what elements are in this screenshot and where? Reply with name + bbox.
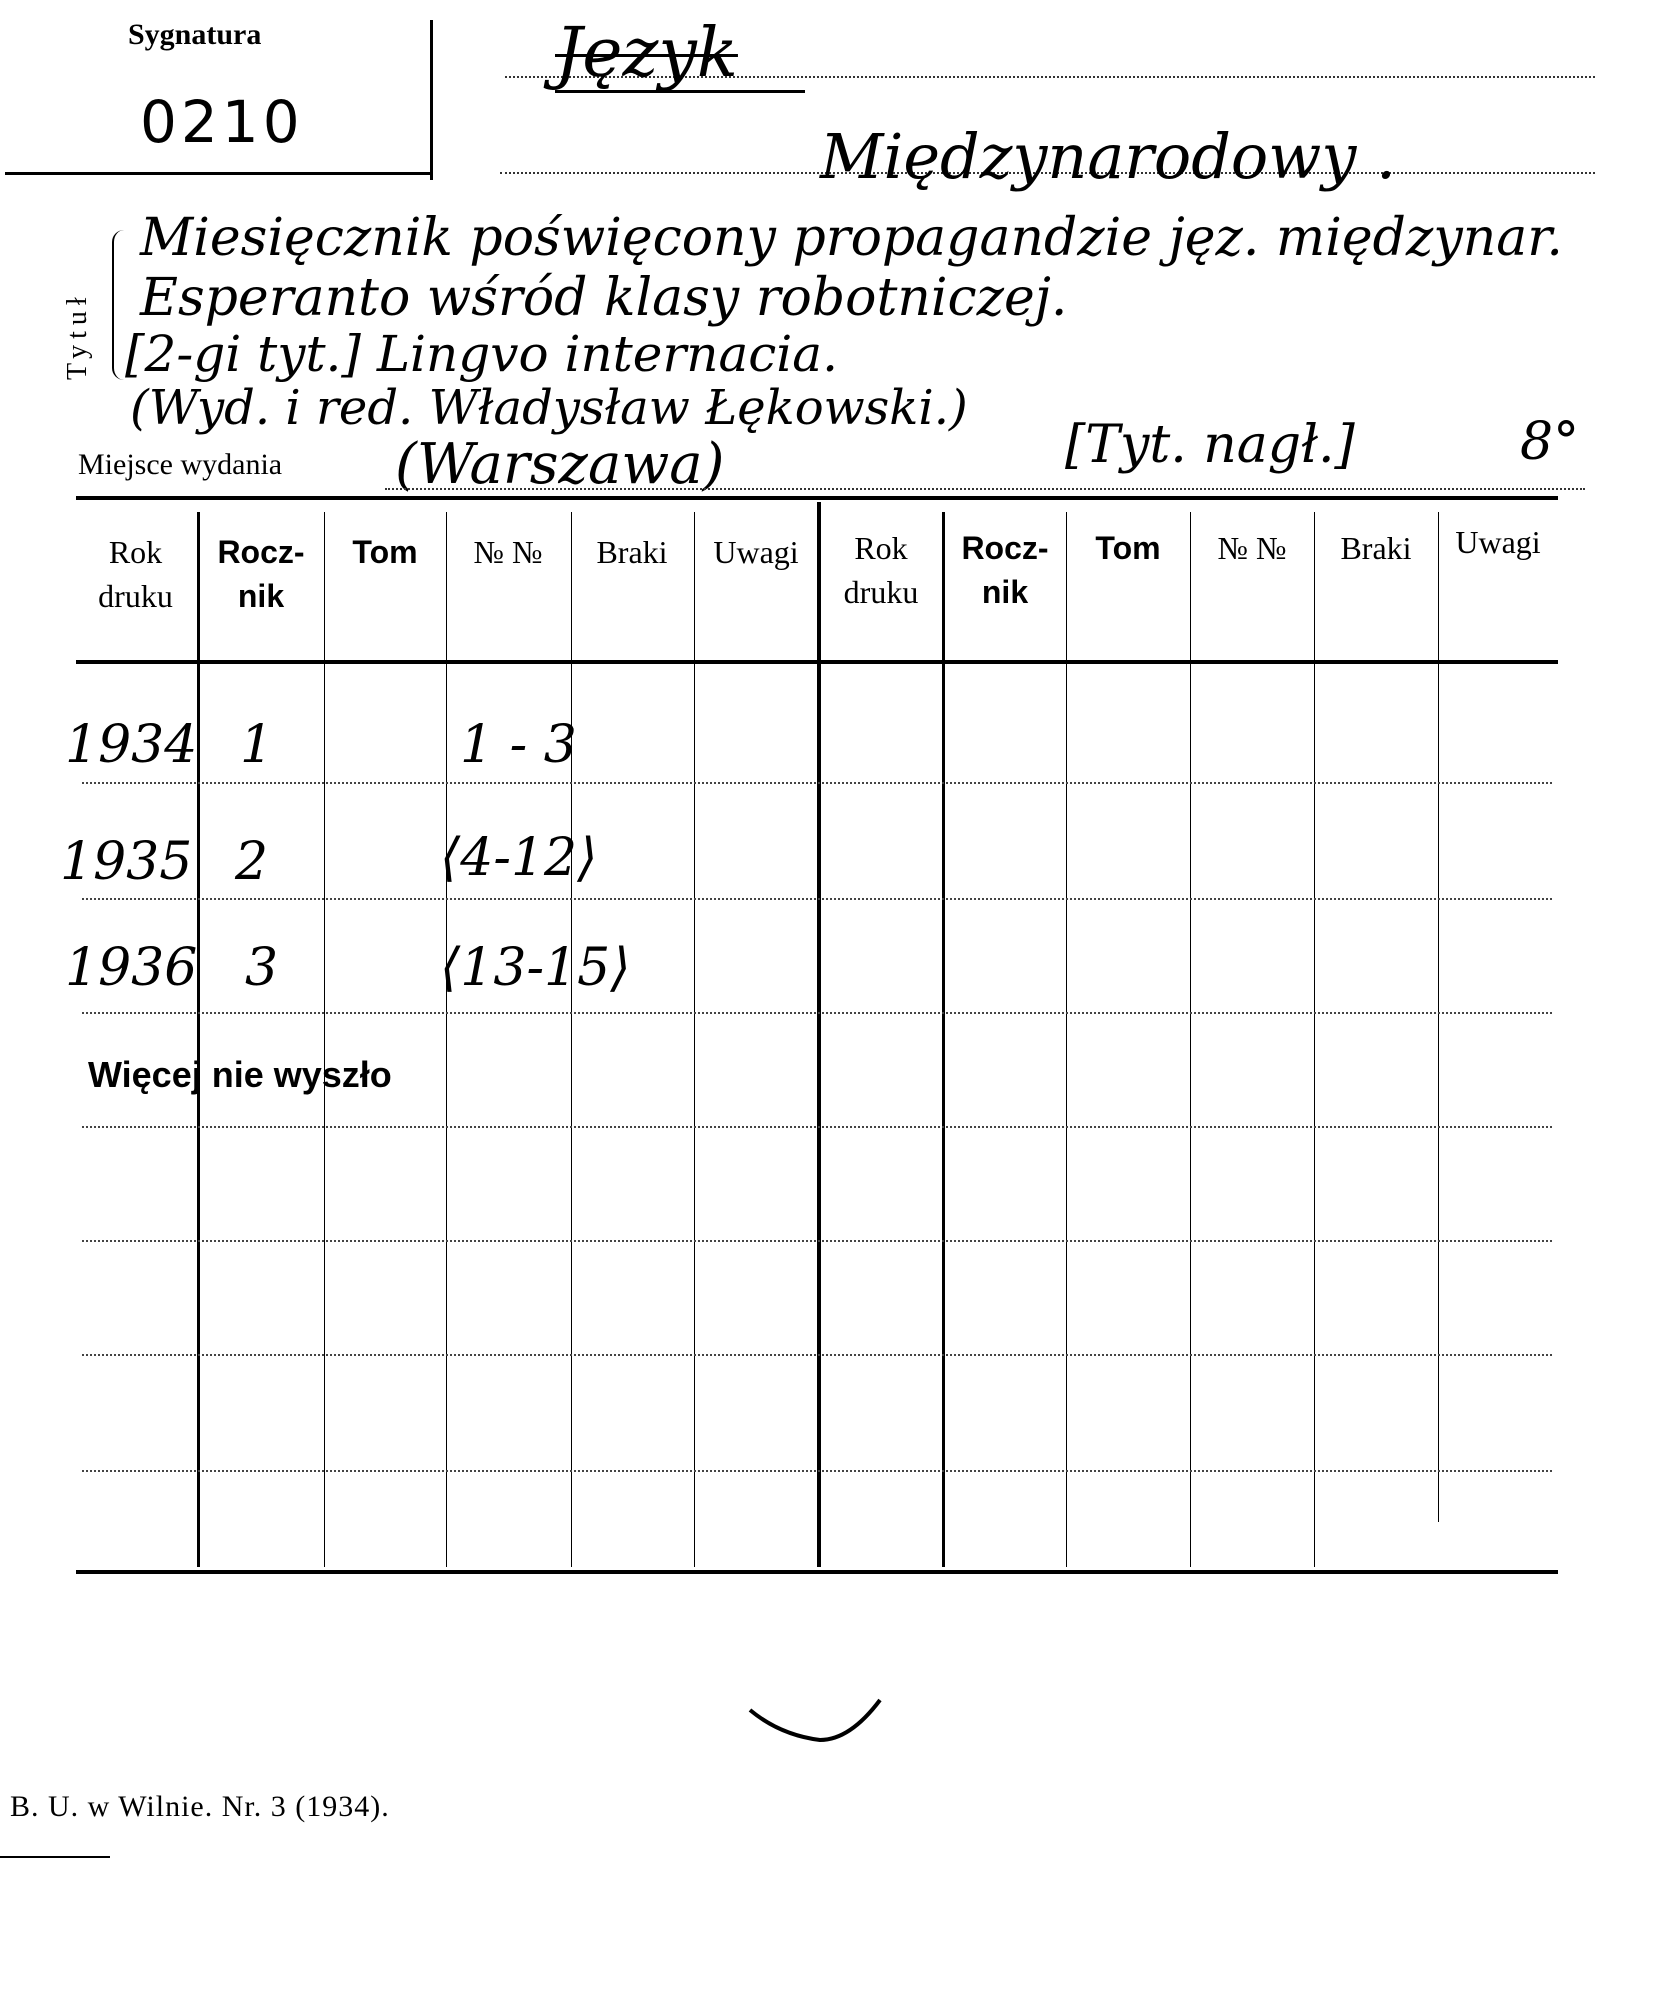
col-sep-11 <box>1438 512 1439 1522</box>
title-note: [Tyt. nagł.] <box>1065 415 1355 475</box>
col-header-numery-right: № № <box>1217 530 1287 566</box>
col-sep-5 <box>694 512 695 1567</box>
row-dotline <box>82 1470 1552 1472</box>
table-cell-rok: 1936 <box>65 938 198 998</box>
sygnatura-box-right-border <box>430 20 433 180</box>
table-bottom-rule <box>76 1570 1558 1574</box>
sygnatura-value: 0210 <box>140 88 304 156</box>
row-dotline <box>82 898 1552 900</box>
row-dotline <box>82 1240 1552 1242</box>
col-sep-4 <box>571 512 572 1567</box>
col-sep-2 <box>324 512 325 1567</box>
col-header-tom-right: Tom <box>1095 530 1161 566</box>
col-header-rok-druku-right: Rok druku <box>843 530 919 610</box>
place-dotline <box>385 488 1585 490</box>
table-cell-rok: 1935 <box>60 832 193 892</box>
tytul-vertical-label: Tytuł <box>62 291 93 380</box>
row-dotline <box>82 1354 1552 1356</box>
place-label: Miejsce wydania <box>78 448 283 481</box>
footer-rule <box>0 1856 110 1858</box>
row-dotline <box>82 782 1552 784</box>
col-sep-8 <box>1066 512 1067 1567</box>
place-value: (Warszawa) <box>395 432 725 497</box>
table-cell-numery: ⟨13-15⟩ <box>440 938 631 998</box>
col-sep-7 <box>942 512 945 1567</box>
heading-line2: Międzynarodowy . <box>820 120 1396 193</box>
title-line2: Esperanto wśród klasy robotniczej. <box>140 268 1068 328</box>
col-header-rocznik-left: Rocz- nik <box>217 534 305 614</box>
col-sep-10 <box>1314 512 1315 1567</box>
title-line4: (Wyd. i red. Władysław Łękowski.) <box>130 380 968 436</box>
row-dotline <box>82 1126 1552 1128</box>
table-cell-numery: ⟨4-12⟩ <box>440 828 598 888</box>
row-dotline <box>82 1012 1552 1014</box>
col-header-braki-right: Braki <box>1340 530 1412 566</box>
table-cell-rocznik: 3 <box>245 938 279 998</box>
col-header-uwagi-left: Uwagi <box>713 534 799 570</box>
sygnatura-label: Sygnatura <box>128 18 262 51</box>
table-cell-numery: 1 - 3 <box>460 715 577 775</box>
col-header-braki-left: Braki <box>596 534 668 570</box>
col-sep-3 <box>446 512 447 1567</box>
col-header-uwagi-right: Uwagi <box>1455 524 1541 560</box>
col-sep-1 <box>197 512 200 1567</box>
table-cell-rocznik: 2 <box>235 832 269 892</box>
col-header-rocznik-right: Rocz- nik <box>961 530 1049 610</box>
heading-line1: Język <box>555 14 738 93</box>
format: 8° <box>1520 412 1580 472</box>
stamp-wiecej-nie-wyszlo: Więcej nie wyszło <box>88 1054 392 1095</box>
col-header-numery-left: № № <box>473 534 543 570</box>
heading-underline <box>555 90 805 93</box>
pen-mark <box>740 1680 890 1760</box>
library-footer: B. U. w Wilnie. Nr. 3 (1934). <box>10 1790 390 1823</box>
sygnatura-box-bottom-border <box>5 172 432 175</box>
title-line1: Miesięcznik poświęcony propagandzie jęz. międzynar. <box>140 208 1563 268</box>
table-top-rule <box>76 496 1558 500</box>
col-sep-middle <box>817 502 821 1567</box>
title-line3: [2-gi tyt.] Lingvo internacia. <box>125 325 838 383</box>
col-sep-9 <box>1190 512 1191 1567</box>
col-header-tom-left: Tom <box>352 534 418 570</box>
col-header-rok-druku-left: Rok druku <box>98 534 173 614</box>
table-cell-rok: 1934 <box>65 715 198 775</box>
table-cell-rocznik: 1 <box>240 715 274 775</box>
